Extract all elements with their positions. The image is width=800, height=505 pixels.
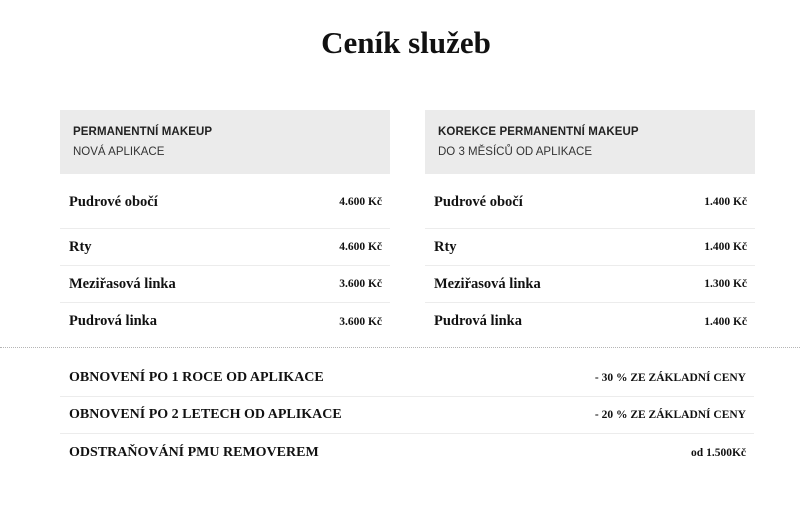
service-price: 1.400 Kč [704,241,747,253]
price-list [425,174,755,340]
service-name: Pudrové obočí [69,193,158,210]
card-title: KOREKCE PERMANENTNÍ MAKEUP [438,126,639,138]
price-row [60,303,390,340]
price-row [425,229,755,266]
page-title: Ceník služeb [321,25,491,60]
service-price: 3.600 Kč [339,315,382,328]
price-row [60,229,390,266]
service-price: 1.400 Kč [704,315,747,328]
extra-value: od 1.500Kč [691,446,746,459]
service-price: 4.600 Kč [339,241,382,253]
price-list [60,174,390,340]
section-divider [0,347,800,348]
price-row [60,174,390,229]
extra-value: - 30 % ZE ZÁKLADNÍ CENY [594,372,746,384]
service-price: 4.600 Kč [339,196,382,208]
service-name: Meziřasová linka [434,275,541,292]
price-row [425,174,755,229]
card-header [425,110,755,174]
service-name: Rty [69,238,92,255]
extra-label: OBNOVENÍ PO 1 ROCE OD APLIKACE [69,370,324,385]
service-name: Pudrová linka [69,313,157,329]
service-price: 3.600 Kč [339,278,382,290]
service-name: Rty [434,238,457,255]
card-title: PERMANENTNÍ MAKEUP [73,126,213,138]
extra-row [60,434,754,471]
card-subtitle: DO 3 MĚSÍCŮ OD APLIKACE [438,146,593,158]
service-name: Pudrová linka [434,313,522,329]
extra-label: ODSTRAŇOVÁNÍ PMU REMOVEREM [69,444,319,460]
price-row [425,266,755,303]
price-row [425,303,755,340]
card-header [60,110,390,174]
service-name: Meziřasová linka [69,275,176,292]
service-name: Pudrové obočí [434,193,523,210]
extra-row [60,360,754,397]
extra-row [60,397,754,434]
price-row [60,266,390,303]
service-price: 1.300 Kč [704,278,747,290]
extra-value: - 20 % ZE ZÁKLADNÍ CENY [594,409,746,421]
extras-list [60,360,754,471]
price-card-new-application [60,110,390,340]
card-subtitle: NOVÁ APLIKACE [73,146,165,158]
price-card-correction [425,110,755,340]
service-price: 1.400 Kč [704,196,747,208]
extra-label: OBNOVENÍ PO 2 LETECH OD APLIKACE [69,407,342,422]
